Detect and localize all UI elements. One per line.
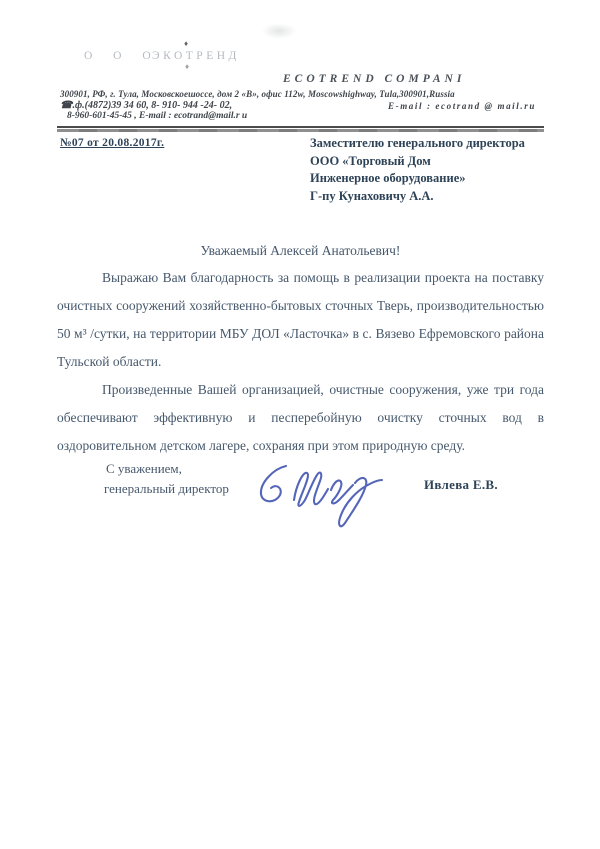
header-divider-gray-line: [57, 129, 544, 132]
recipient-line: Инженерное оборудование»: [310, 171, 466, 185]
recipient-line: ООО «Торговый Дом: [310, 153, 431, 168]
reference-number: №07 от 20.08.2017г.: [60, 137, 165, 149]
salutation: Уважаемый Алексей Анатольевич!: [200, 243, 401, 258]
recipient-block: [310, 135, 525, 205]
closing-line: С уважением,: [106, 461, 182, 476]
body-paragraph-1: Выражаю Вам благодарность за помощь в реализации проекта на поставку очистных сооружений хозяйственно-бытовых сточных Тверь, производительностью 50 м³ /сутки, на территории МБУ ДОЛ «Ласточка» в с. Вязево Ефремовского района Тульской области.: [57, 270, 544, 369]
company-address: 300901, РФ, г. Тула, Московскоешоссе, дом 2 «В», офис 112w, Moscowshighway, Tula,300901,Russia: [60, 89, 455, 99]
signer-title: генеральный директор: [104, 481, 229, 496]
handwritten-signature: [248, 444, 398, 540]
diamond-bottom-icon: ♦: [185, 62, 190, 71]
phone-email-line-2: 8-960-601-45-45 , E-mail : ecotrand@mail.r u: [67, 111, 248, 121]
diamond-top-icon: ♦: [184, 39, 189, 48]
header-divider-dark-line: [57, 126, 544, 128]
recipient-line: Г-пу Кунаховичу А.А.: [310, 188, 434, 203]
recipient-line: Заместителю генерального директора: [310, 136, 525, 150]
email-line-right: E-mail : ecotrand @ mail.ru: [388, 101, 536, 111]
company-name-english: ECOTREND COMPANI: [283, 73, 466, 85]
scan-smudge: [255, 20, 303, 42]
header-divider: [57, 126, 544, 132]
phone-fax-line: ☎.ф.(4872)39 34 60, 8- 910- 944 -24- 02,: [60, 100, 233, 111]
logo-brand-text: ЭКОТРЕНД: [152, 50, 240, 62]
letter-body: [57, 264, 544, 460]
body-paragraph-2: Произведенные Вашей организацией, очистные сооружения, уже три года обеспечивают эффективную и песперебойную очистку сточных вод в оздоровительном детском лагере, сохраняя при этом природную среду.: [57, 382, 544, 453]
signer-name: Ивлева Е.В.: [424, 477, 498, 492]
logo-ooo-text: О О О: [84, 50, 160, 62]
